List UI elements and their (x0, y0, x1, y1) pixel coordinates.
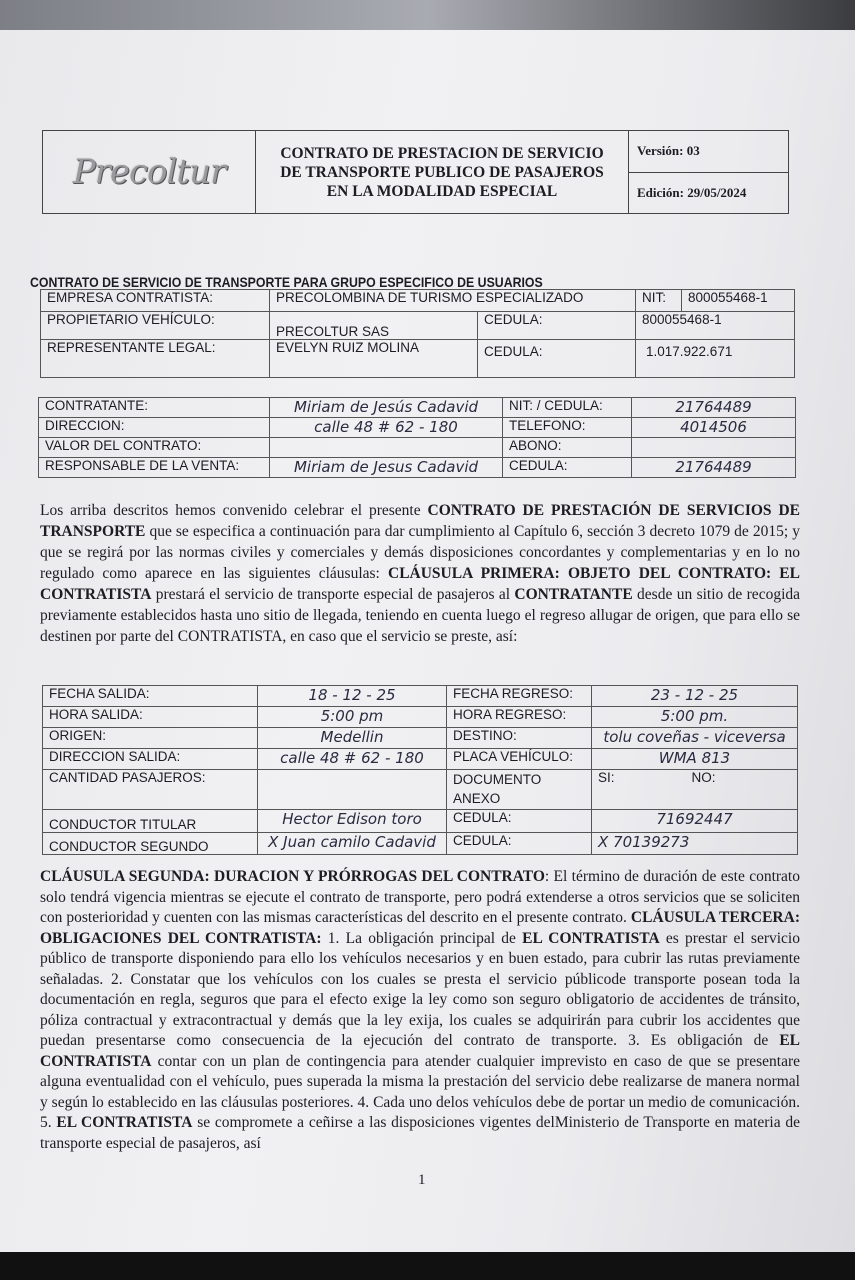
placa-value: WMA 813 (592, 749, 798, 770)
label: VALOR DEL CONTRATO: (39, 438, 270, 458)
label: HORA SALIDA: (43, 707, 258, 728)
bold-text: CONTRATO DE PRESTACIÓN DE SERVICIOS DE TRANSPORTE (40, 502, 800, 540)
label: NIT: / CEDULA: (503, 398, 632, 418)
label: CONDUCTOR TITULAR (43, 810, 258, 833)
direccion-salida-value: calle 48 # 62 - 180 (258, 749, 447, 770)
bold-text: CLÁUSULA PRIMERA: OBJETO DEL CONTRATO: EL CONTRATISTA (40, 565, 800, 603)
label: ABONO: (503, 438, 632, 458)
label: CEDULA: (478, 340, 636, 378)
fecha-salida-value: 18 - 12 - 25 (258, 686, 447, 707)
bold-text: CONTRATANTE (514, 586, 633, 603)
label: REPRESENTANTE LEGAL: (41, 340, 270, 378)
direccion-value: calle 48 # 62 - 180 (270, 418, 503, 438)
label: CONTRATANTE: (39, 398, 270, 418)
text: contar con un plan de contingencia para atender cualquier imprevisto en caso de que se presentare alguna eventualidad con el vehículo, pues superada la misma la prestación del servicio debe realizarse de manera normal y según lo establecido en las cláusulas posteriores. 4. Cada uno delos vehículos debe de portar un medio de comunicación. 5. (40, 1052, 800, 1131)
text: Los arriba descritos hemos convenido celebrar el presente (40, 502, 428, 519)
cedula-segundo-value: X 70139273 (592, 833, 798, 855)
label: CEDULA: (503, 458, 632, 478)
abono-value (632, 438, 796, 458)
telefono-value: 4014506 (632, 418, 796, 438)
label: PROPIETARIO VEHÍCULO: (41, 312, 270, 340)
label: FECHA SALIDA: (43, 686, 258, 707)
text: desde un sitio de recogida previamente establecidos hasta uno sitio de llegada, teniendo en cuenta luego el regreso allugar de origen, que para ello se destinen por parte del CONTRATISTA, en caso que el servicio se preste, así: (40, 586, 801, 645)
label: TELEFONO: (503, 418, 632, 438)
bold-text: CLÁUSULA SEGUNDA: DURACION Y PRÓRROGAS DEL CONTRATO (40, 868, 545, 885)
trip-table (42, 685, 798, 855)
label: DESTINO: (447, 728, 592, 749)
contratante-value: Miriam de Jesús Cadavid (270, 398, 503, 418)
label: CONDUCTOR SEGUNDO (43, 833, 258, 855)
text: : El término de duración de este contrato solo tendrá vigencia mientras se ejecute el contrato de transporte, pero podrá extenderse a otros servicios que se soliciten con posterioridad y cuenten con las mismas características del descrito en el presente contrato. (40, 868, 800, 926)
no-checkbox: NO: (652, 770, 798, 810)
label: DIRECCION: (39, 418, 270, 438)
document-header (42, 130, 789, 214)
label: NIT: (636, 290, 682, 312)
label: ORIGEN: (43, 728, 258, 749)
company-logo: Precoltur (43, 131, 256, 213)
responsable-value: Miriam de Jesus Cadavid (270, 458, 503, 478)
bold-text: EL CONTRATISTA (40, 1032, 800, 1070)
label: CEDULA: (447, 833, 592, 855)
cedula-value: 800055468-1 (636, 312, 795, 340)
text: es prestar el servicio público de transporte disponiendo para ello los vehículos necesarios y en buen estado, para cubrir las rutas previamente señaladas. 2. Constatar que los vehículos con los cuales se presta el servicio públicode transporte posean toda la documentación en regla, seguros que para el efecto exige la ley como son seguro obligatorio de accidentes de tránsito, póliza contractual y extracontractual y demás que la ley exija, los cuales se adquirirán para cubrir los accidentes que puedan presentarse como consecuencia de la ejecución del contrato de transporte. 3. Es obligación de (40, 929, 800, 1049)
paragraph-clausula-primera (40, 500, 800, 647)
fecha-regreso-value: 23 - 12 - 25 (592, 686, 798, 707)
conductor-titular-value: Hector Edison toro (258, 810, 447, 833)
text: prestará el servicio de transporte especial de pasajeros al (151, 586, 515, 603)
label: DOCUMENTO ANEXO (447, 770, 592, 810)
hora-regreso-value: 5:00 pm. (592, 707, 798, 728)
label: PLACA VEHÍCULO: (447, 749, 592, 770)
label: CEDULA: (478, 312, 636, 340)
title-line: DE TRANSPORTE PUBLICO DE PASAJEROS (280, 163, 604, 181)
nit-value: 800055468-1 (682, 290, 795, 312)
cantidad-value (258, 770, 447, 810)
client-table (38, 397, 796, 478)
background-top (0, 0, 855, 30)
text: 1. La obligación principal de (321, 929, 523, 947)
origen-value: Medellin (258, 728, 447, 749)
company-table (40, 289, 795, 378)
text: que se especifica a continuación para dar cumplimiento al Capítulo 6, sección 3 decreto 1079 de 2015; y que se regirá por las normas civiles y comerciales y demás disposiciones concordantes y complementarias y en lo no regulado como aparece en las siguientes cláusulas: (40, 523, 800, 582)
bold-text: EL CONTRATISTA (56, 1114, 193, 1131)
si-checkbox: SI: (592, 770, 652, 810)
representante-value: EVELYN RUIZ MOLINA (270, 340, 478, 378)
cedula-titular-value: 71692447 (592, 810, 798, 833)
background-bottom (0, 1252, 855, 1280)
hora-salida-value: 5:00 pm (258, 707, 447, 728)
label: EMPRESA CONTRATISTA: (41, 290, 270, 312)
paragraph-clausulas-segunda-tercera (40, 867, 800, 1154)
document-title (256, 131, 629, 213)
destino-value: tolu coveñas - viceversa (592, 728, 798, 749)
cedula-value: 21764489 (632, 458, 796, 478)
section-title: CONTRATO DE SERVICIO DE TRANSPORTE PARA GRUPO ESPECIFICO DE USUARIOS (30, 274, 543, 290)
title-line: CONTRATO DE PRESTACION DE SERVICIO (280, 144, 604, 162)
propietario-value: PRECOLTUR SAS (270, 312, 478, 340)
nit-value: 21764489 (632, 398, 796, 418)
empresa-value: PRECOLOMBINA DE TURISMO ESPECIALIZADO (270, 290, 636, 312)
bold-text: EL CONTRATISTA (522, 929, 660, 947)
text: se compromete a ceñirse a las disposiciones vigentes delMinisterio de Transporte en materia de transporte especial de pasajeros, así (40, 1114, 801, 1152)
label: RESPONSABLE DE LA VENTA: (39, 458, 270, 478)
bold-text: CLÁUSULA TERCERA: OBLIGACIONES DEL CONTRATISTA: (40, 909, 800, 947)
cedula-value: 1.017.922.671 (636, 340, 795, 378)
valor-value (270, 438, 503, 458)
label: DIRECCION SALIDA: (43, 749, 258, 770)
page-number: 1 (418, 1172, 426, 1188)
version: Versión: 03 (629, 131, 788, 173)
label: HORA REGRESO: (447, 707, 592, 728)
title-line: EN LA MODALIDAD ESPECIAL (326, 182, 558, 200)
label: FECHA REGRESO: (447, 686, 592, 707)
edition-date: Edición: 29/05/2024 (637, 184, 747, 200)
conductor-segundo-value: X Juan camilo Cadavid (258, 833, 447, 855)
label: CANTIDAD PASAJEROS: (43, 770, 258, 810)
label: CEDULA: (447, 810, 592, 833)
